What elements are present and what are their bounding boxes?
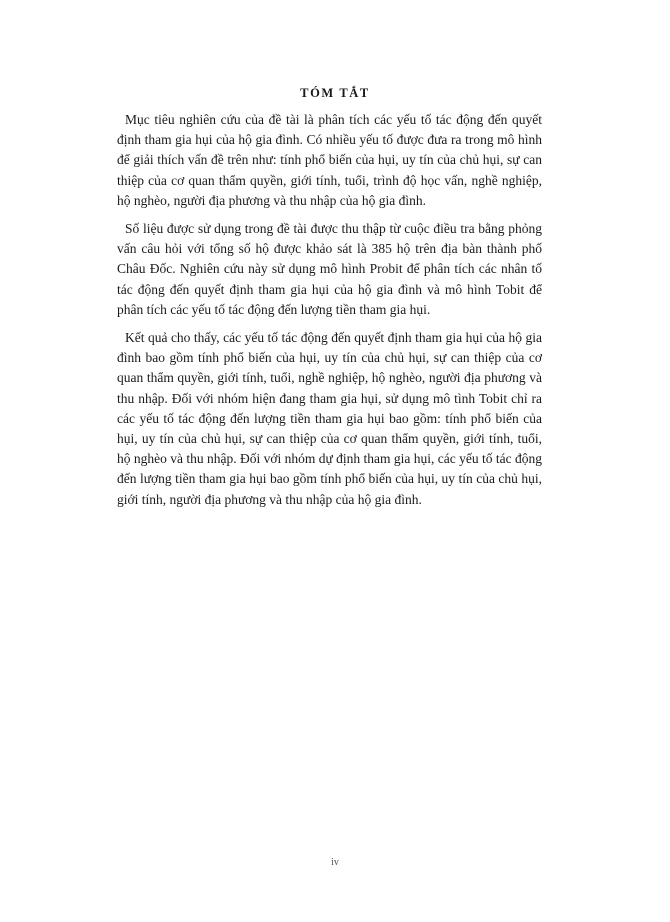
abstract-body [117,110,542,518]
page-title: TÓM TẮT [300,86,370,100]
page-number: iv [331,857,339,868]
paragraph-data-methods: Số liệu được sử dụng trong đề tài được thu thập từ cuộc điều tra bằng phỏng vấn câu hỏi với tổng số hộ được khảo sát là 385 hộ trên địa bàn thành phố Châu Đốc. Nghiên cứu này sử dụng mô hình Probit để phân tích các nhân tố tác động đến quyết định tham gia hụi của hộ gia đình và mô hình Tobit để phân tích các yếu tố tác động đến lượng tiền tham gia hụi. [117,221,542,317]
paragraph-results: Kết quả cho thấy, các yếu tố tác động đến quyết định tham gia hụi của hộ gia đình bao gồm tính phổ biến của hụi, uy tín của chủ hụi, sự can thiệp của cơ quan thẩm quyền, giới tính, tuổi, nghề nghiệp, hộ nghèo, người địa phương và thu nhập. Đối với nhóm hiện đang tham gia hụi, sử dụng mô tình Tobit chỉ ra các yếu tố tác động đến lượng tiền tham gia hụi bao gồm: tính phổ biến của hụi, uy tín của chủ hụi, sự can thiệp của cơ quan thẩm quyền, giới tính, tuổi, hộ nghèo và thu nhập. Đối với nhóm dự định tham gia hụi, các yếu tố tác động đến lượng tiền tham gia hụi bao gồm tính phổ biến của hụi, uy tín của chủ hụi, giới tính, người địa phương và thu nhập của hộ gia đình. [117,330,542,507]
paragraph-objective: Mục tiêu nghiên cứu của đề tài là phân tích các yếu tố tác động đến quyết định tham gia hụi của hộ gia đình. Có nhiều yếu tố được đưa ra trong mô hình để giải thích vấn đề trên như: tính phổ biến của hụi, uy tín của chủ hụi, sự can thiệp của cơ quan thẩm quyền, giới tính, tuổi, trình độ học vấn, nghề nghiệp, hộ nghèo, người địa phương và thu nhập của hộ gia đình. [117,112,542,208]
